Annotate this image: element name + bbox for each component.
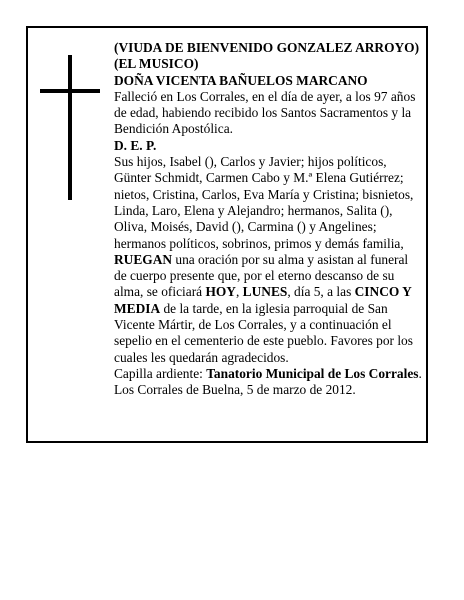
cross-vertical-bar bbox=[68, 55, 72, 200]
family-paragraph bbox=[114, 154, 423, 366]
separator-comma: , bbox=[235, 284, 243, 300]
cross-icon bbox=[40, 55, 100, 200]
obituary-frame bbox=[26, 26, 428, 443]
prayer-text-2: , día 5, a las bbox=[287, 284, 355, 300]
family-list: Sus hijos, Isabel (), Carlos y Javier; hijos políticos, Günter Schmidt, Carmen Cabo y M.ª Elena Gutiérrez; nietos, Cristina, Carlos, Eva María y Cristina; bisnietos, Linda, Laro, Elena y Alejandro; hermanos, Salita (), Oliva, Moisés, David (), Carmina () y Angelines; hermanos políticos, sobrinos, primos y demás familia, bbox=[114, 154, 414, 251]
cross-horizontal-bar bbox=[40, 89, 100, 93]
chapel-label: Capilla ardiente: bbox=[114, 365, 207, 381]
husband-reference: (VIUDA DE BIENVENIDO GONZALEZ ARROYO) (EL MUSICO) bbox=[114, 40, 420, 72]
chapel-place: Tanatorio Municipal de Los Corrales bbox=[206, 365, 419, 381]
ruegan-word: RUEGAN bbox=[114, 251, 173, 267]
prayer-text-1: una oración por su alma y asistan al funeral de cuerpo presente que, por el eterno descanso de su alma, se oficiará bbox=[114, 251, 409, 300]
obituary-text bbox=[114, 40, 423, 399]
place-and-date: Los Corrales de Buelna, 5 de marzo de 2012. bbox=[114, 382, 356, 398]
death-announcement: Falleció en Los Corrales, en el día de ayer, a los 97 años de edad, habiendo recibido los Santos Sacramentos y la Bendición Apostólica. bbox=[114, 88, 416, 137]
chapel-line bbox=[114, 366, 423, 382]
lunes-word: LUNES bbox=[242, 284, 288, 300]
chapel-end: . bbox=[418, 365, 422, 381]
hoy-word: HOY bbox=[205, 284, 236, 300]
funeral-hour: CINCO Y MEDIA bbox=[114, 284, 412, 316]
deceased-name: DOÑA VICENTA BAÑUELOS MARCANO bbox=[114, 72, 368, 88]
prayer-text-3: de la tarde, en la iglesia parroquial de San Vicente Mártir, de Los Corrales, y a continuación el sepelio en el cementerio de este pueblo. Favores por los cuales les quedarán agradecidos. bbox=[114, 300, 413, 365]
dep-line: D. E. P. bbox=[114, 137, 157, 153]
